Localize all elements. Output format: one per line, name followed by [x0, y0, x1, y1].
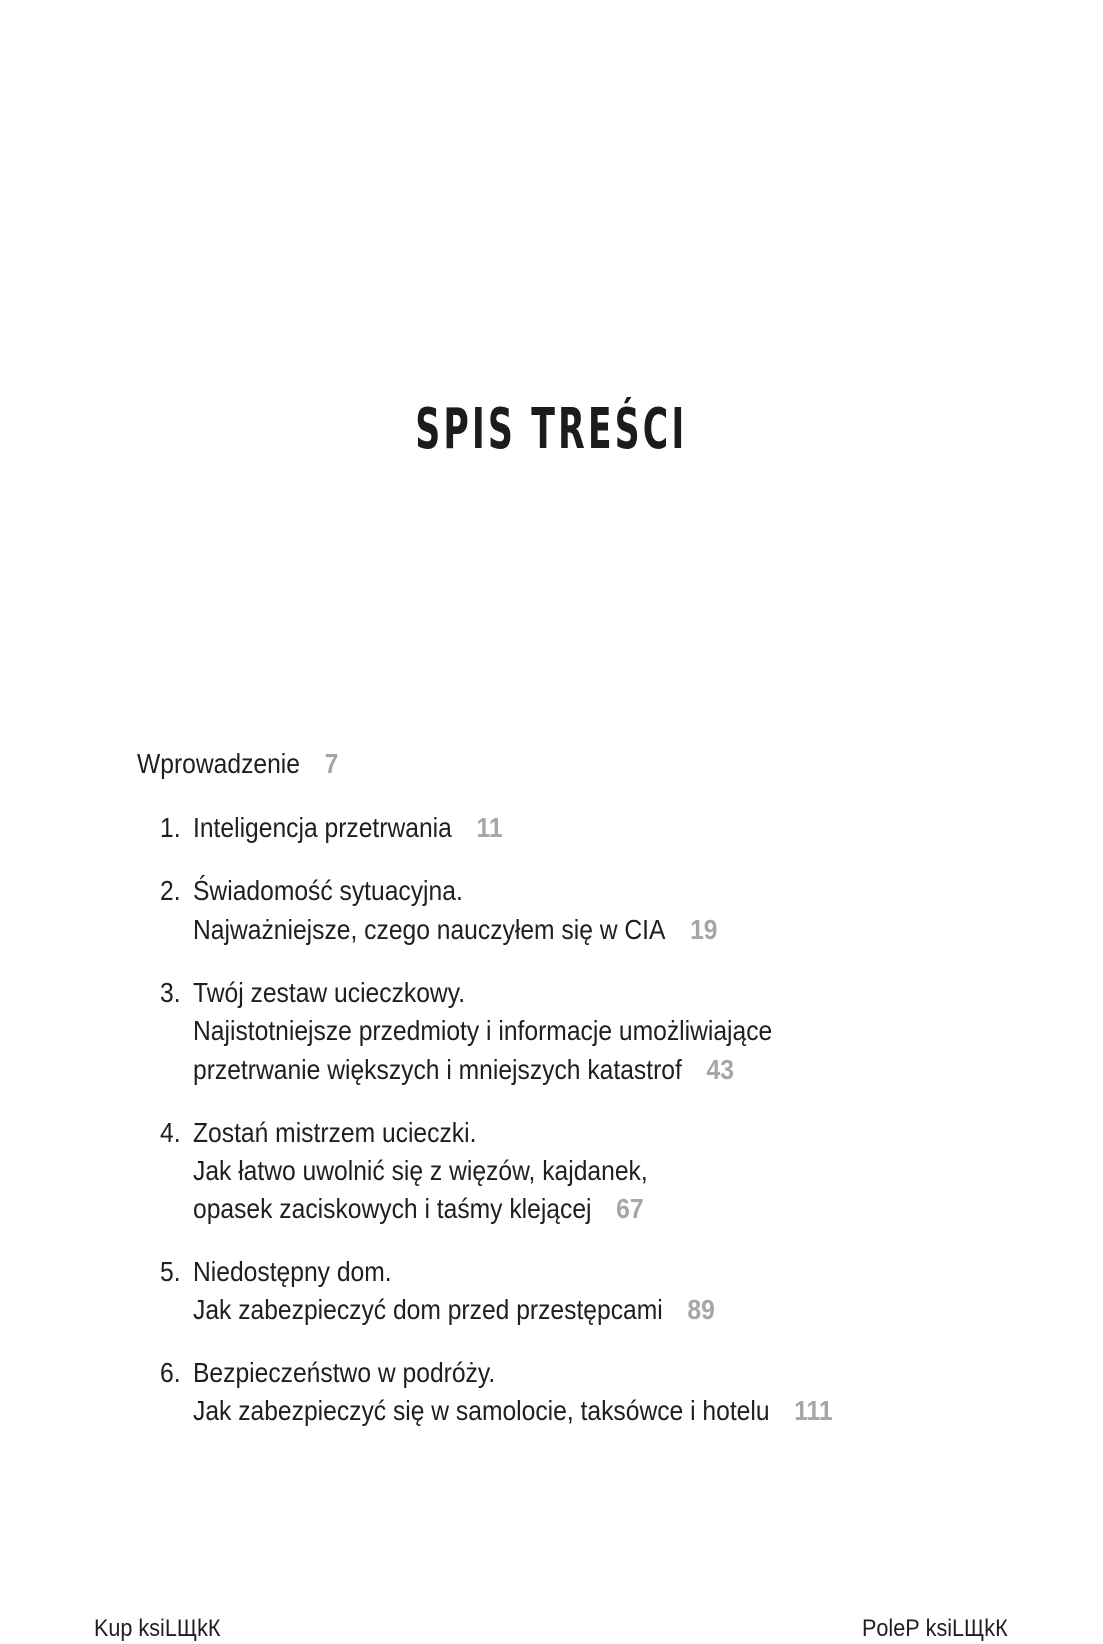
toc-entry-line: Zostań mistrzem ucieczki.	[193, 1117, 477, 1148]
toc-entry-line: Jak zabezpieczyć się w samolocie, taksówce i hotelu	[193, 1395, 770, 1426]
toc-entry-title: Wprowadzenie	[137, 748, 300, 779]
toc-chapter-number: 1.	[160, 812, 181, 843]
toc-chapter-number: 4.	[160, 1117, 181, 1148]
toc-chapter-number: 3.	[160, 977, 181, 1008]
toc-entry-chapter-4	[193, 1189, 644, 1229]
toc-page-number: 19	[690, 914, 718, 945]
toc-entry-line: Niedostępny dom.	[193, 1256, 392, 1287]
toc-page-number: 11	[476, 812, 503, 843]
toc-page-number: 111	[794, 1395, 833, 1426]
toc-entry-line: Jak łatwo uwolnić się z więzów, kajdanek,	[193, 1155, 648, 1186]
toc-page-number: 7	[324, 748, 339, 779]
toc-chapter-number: 2.	[160, 875, 181, 906]
toc-entry-line: Twój zestaw ucieczkowy.	[193, 977, 466, 1008]
toc-entry-line: Jak zabezpieczyć dom przed przestępcami	[193, 1294, 663, 1325]
page-title: SPIS TREŚCI	[415, 397, 688, 462]
toc-entry-intro	[137, 744, 338, 784]
toc-page-number: 67	[616, 1193, 644, 1224]
toc-page-number: 89	[687, 1294, 715, 1325]
toc-entry-chapter-5	[193, 1290, 715, 1330]
toc-entry-line: Bezpieczeństwo w podróży.	[193, 1357, 496, 1388]
toc-entry-line: przetrwanie większych i mniejszych katastrof	[193, 1054, 682, 1085]
toc-chapter-number: 5.	[160, 1256, 181, 1287]
toc-entry-line: Świadomość sytuacyjna.	[193, 875, 463, 906]
toc-entry-chapter-6	[193, 1391, 833, 1431]
toc-page-number: 43	[706, 1054, 734, 1085]
recommend-book-link[interactable]: PoleР ksiLЩkК	[862, 1615, 1008, 1642]
toc-entry-line: opasek zaciskowych i taśmy klejącej	[193, 1193, 592, 1224]
toc-chapter-number: 6.	[160, 1357, 181, 1388]
toc-entry-chapter-1	[193, 808, 503, 848]
toc-entry-line: Inteligencja przetrwania	[193, 812, 452, 843]
toc-entry-line: Najistotniejsze przedmioty i informacje umożliwiające	[193, 1015, 773, 1046]
toc-entry-chapter-2	[193, 910, 718, 950]
buy-book-link[interactable]: Kup ksiLЩkК	[94, 1615, 221, 1642]
toc-entry-chapter-3	[193, 1050, 734, 1090]
toc-entry-line: Najważniejsze, czego nauczyłem się w CIA	[193, 914, 666, 945]
